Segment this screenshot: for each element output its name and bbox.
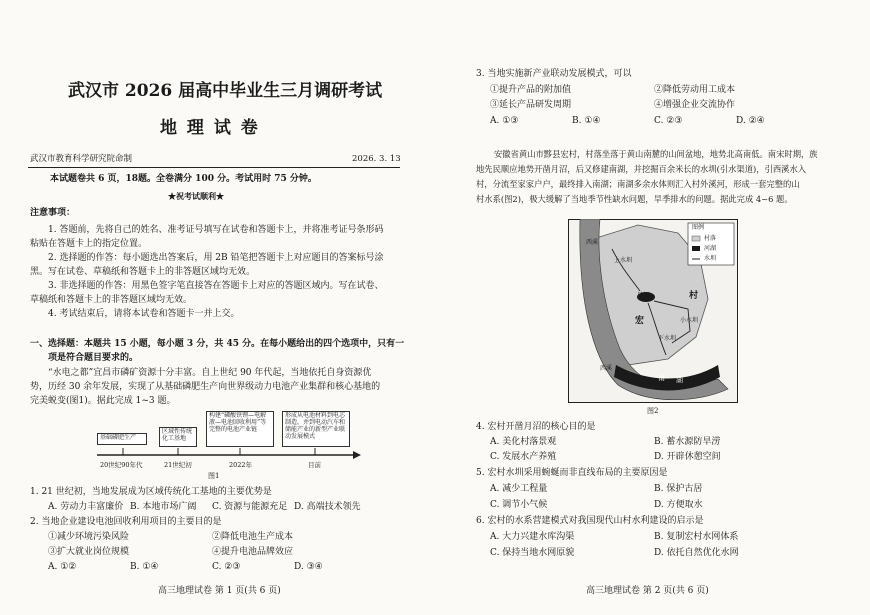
statement: ③延长产品研发周期: [490, 100, 572, 110]
statement: ①提升产品的附加值: [490, 85, 572, 95]
option[interactable]: C. ②③: [654, 116, 683, 126]
option[interactable]: B. 本地市场广阔: [130, 502, 197, 512]
answer-options: [48, 563, 376, 572]
timeline-label: 20世纪90年代: [100, 461, 143, 469]
legend-item: 河湖: [704, 245, 717, 252]
option[interactable]: C. 发展水产养殖: [490, 452, 557, 462]
question-stem: 6. 宏村的水系营建模式对我国现代山村水利建设的启示是: [476, 516, 704, 526]
map-label: 上水圳: [614, 257, 633, 264]
page-footer: 高三地理试卷 第 1 页(共 6 页): [158, 586, 281, 596]
stage-box: 基础磷肥生产: [97, 433, 147, 445]
notice-line: 草稿纸和答题卡上的非答题区域均无效。: [30, 295, 193, 305]
option[interactable]: A. 美化村落景观: [490, 437, 557, 447]
passage-line: 村，分流至家家户户，最终排入南湖；南湖多余水体则汇入村外溪河，形成一套完整的山: [476, 179, 800, 189]
figure-caption: 图2: [647, 407, 659, 415]
option[interactable]: B. ①④: [572, 116, 601, 126]
passage-line: 完美蜕变(图1)。据此完成 1~3 题。: [30, 396, 176, 406]
notice-line: 3. 非选择题的作答：用黑色签字笔直接答在答题卡上对应的答题区域内。写在试卷、: [48, 281, 384, 291]
stage-box: 区域性传统化工基地: [159, 427, 197, 447]
option[interactable]: D. ②④: [736, 116, 765, 126]
map-label: 南: [658, 374, 665, 382]
passage-line: 村水系(图2)，极大缓解了当地季节性缺水问题，旱季排水的问题。据此完成 4~6 题。: [476, 194, 793, 204]
option[interactable]: D. 开辟休憩空间: [654, 452, 721, 462]
issuer: 武汉市教育科学研究院命制: [30, 154, 133, 164]
option[interactable]: C. 资源与能源充足: [212, 502, 288, 512]
option[interactable]: A. 减少工程量: [490, 484, 548, 494]
option[interactable]: D. 方便取水: [654, 500, 703, 510]
notice-line: 粘贴在答题卡上的指定位置。: [30, 239, 148, 249]
figure-caption: 图1: [208, 472, 220, 480]
question-stem: 5. 宏村水圳采用蜿蜒而非直线布局的主要原因是: [476, 468, 668, 478]
exam-page-1: [0, 0, 430, 615]
option[interactable]: D. ③④: [294, 562, 323, 572]
option[interactable]: D. 依托自然优化水网: [654, 548, 739, 558]
statement: ④提升电池品牌效应: [212, 547, 294, 557]
timeline-label: 目前: [308, 461, 321, 469]
option[interactable]: B. 蓄水源防旱涝: [654, 437, 721, 447]
statement: ②降低电池生产成本: [212, 532, 294, 542]
question-stem: 2. 当地企业建设电池回收利用项目的主要目的是: [30, 517, 222, 527]
timeline-label: 21世纪初: [164, 461, 192, 469]
notice-line: 2. 选择题的作答：每小题选出答案后，用 2B 铅笔把答题卡上对应题目的答案标号涂: [48, 253, 384, 263]
option[interactable]: C. ②③: [212, 562, 241, 572]
map-label: 宏: [635, 316, 645, 326]
statement: ④增强企业交流协作: [654, 100, 736, 110]
option[interactable]: D. 高端技术领先: [294, 502, 361, 512]
passage-line: “水电之都”宜昌市磷矿资源十分丰富。自上世纪 90 年代起，当地依托自身资源优: [48, 368, 372, 378]
map-label: 村: [689, 291, 699, 301]
wish: ★祝考试顺利★: [168, 191, 224, 201]
option[interactable]: B. 保护古居: [654, 484, 703, 494]
exam-title: 武汉市 2026 届高中毕业生三月调研考试: [68, 81, 383, 101]
question-stem: 3. 当地实施新产业联动发展模式，可以: [476, 69, 632, 79]
notice-title: 注意事项：: [30, 208, 76, 218]
timeline-arrow: [95, 448, 365, 462]
timeline-label: 2022年: [229, 461, 253, 469]
question-stem: 4. 宏村开凿月沼的核心目的是: [476, 422, 596, 432]
map-label: 小水圳: [680, 317, 699, 324]
exam-date: 2026. 3. 13: [352, 154, 401, 164]
exam-page-2: [436, 0, 870, 615]
legend-item: 村落: [704, 235, 717, 242]
option[interactable]: A. 大力兴建水库沟渠: [490, 532, 575, 542]
notice-line: 4. 考试结束后，请将本试卷和答题卡一并上交。: [48, 309, 240, 319]
option[interactable]: C. 保持当地水网原貌: [490, 548, 575, 558]
intro: 本试题卷共 6 页，18题。全卷满分 100 分。考试用时 75 分钟。: [50, 174, 317, 184]
question-stem: 1. 21 世纪初，当地发展成为区域传统化工基地的主要优势是: [30, 487, 272, 497]
exam-subject: 地 理 试 卷: [160, 118, 260, 138]
stage-box: 形成从电池材料到电芯制造，并到电动汽车和储能产业的新型产业联动发展模式: [282, 411, 350, 447]
divider: [28, 167, 400, 168]
notice-line: 黑。写在试卷、草稿纸和答题卡上的非答题区域均无效。: [30, 267, 256, 277]
map-label: 月沼: [637, 292, 650, 299]
section-heading: 一、选择题：本题共 15 小题，每小题 3 分，共 45 分。在每小题给出的四个选项中，只有一: [30, 339, 405, 349]
map-label: 西溪: [600, 365, 613, 372]
option[interactable]: B. 复制宏村水网体系: [654, 532, 739, 542]
map-label: 湖: [676, 376, 683, 384]
option[interactable]: A. ①③: [490, 116, 519, 126]
answer-options: [48, 503, 376, 512]
passage-line: 势，历经 30 余年发展，实现了从基础磷肥生产向世界级动力电池产业集群和核心基地的: [30, 382, 381, 392]
answer-options: [490, 117, 818, 126]
stage-box: 构建“磷酸铁锂—电解液—电池回收利用”等完整的电池产业链: [206, 411, 274, 447]
option[interactable]: A. ①②: [48, 562, 77, 572]
statement: ③扩大就业岗位规模: [48, 547, 130, 557]
notice-line: 1. 答题前，先将自己的姓名、准考证号填写在试卷和答题卡上，并将准考证号条形码: [48, 225, 384, 235]
passage-line: 安徽省黄山市黟县宏村，村落坐落于黄山南麓的山间盆地，地势北高南低。南宋时期，族: [494, 149, 818, 159]
map-label: 西溪: [586, 239, 599, 246]
passage-line: 地先民顺应地势开凿月沼，后又修建南湖，并挖掘百余米长的水圳(引水渠道)，引西溪水入: [476, 164, 807, 174]
option[interactable]: A. 劳动力丰富廉价: [48, 502, 124, 512]
page-footer: 高三地理试卷 第 2 页(共 6 页): [586, 586, 709, 596]
map-label: 下水圳: [658, 335, 677, 342]
section-heading: 项是符合题目要求的。: [48, 353, 139, 363]
statement: ②降低劳动用工成本: [654, 85, 736, 95]
legend-title: 图例: [692, 224, 705, 231]
option[interactable]: C. 调节小气候: [490, 500, 548, 510]
statement: ①减少环境污染风险: [48, 532, 130, 542]
legend-item: 水圳: [704, 255, 717, 262]
option[interactable]: B. ①④: [130, 562, 159, 572]
